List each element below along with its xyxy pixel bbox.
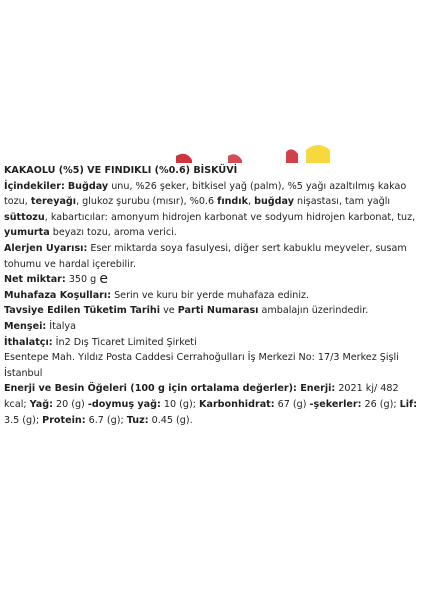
sugars-value: 26 (g); [361, 398, 400, 410]
ingredients-text: unu, %26 şeker, bitkisel yağ (palm), %5 yağı azaltılmış kakao tozu, [4, 180, 407, 208]
allergen-word-tereyagi: tereyağı [30, 196, 77, 208]
origin-heading: Menşei: [4, 320, 47, 332]
ingredients-text: , kabartıcılar: amonyum hidrojen karbonat ve sodyum hidrojen karbonat, tuz, [44, 211, 416, 223]
fiber-label: Lif: [399, 398, 418, 410]
salt-label: Tuz: [126, 414, 149, 426]
package-artwork-remnant [0, 0, 424, 163]
nutrition-facts [4, 381, 422, 428]
allergen-word-bugday-2: buğday [254, 196, 294, 208]
allergen-word-findik: fındık [217, 196, 248, 208]
expiry-text-end: ambalajın üzerindedir. [258, 305, 369, 317]
saturated-fat-value: 10 (g); [160, 398, 200, 410]
energy-label: Enerji: [296, 383, 336, 395]
origin-value: İtalya [46, 320, 76, 332]
batch-heading: Parti Numarası [177, 305, 259, 317]
ingredients-text: beyazı tozu, aroma verici. [49, 227, 177, 239]
importer-value: İn2 Dış Ticaret Limited Şirketi [52, 336, 197, 348]
protein-label: Protein: [42, 414, 86, 426]
ingredients-text: nişastası, tam yağlı [293, 196, 391, 208]
allergen-heading: Alerjen Uyarısı: [4, 242, 88, 254]
product-title: KAKAOLU (%5) VE FINDIKLI (%0.6) BİSKÜVİ [4, 165, 238, 176]
net-quantity-value: 350 g [65, 274, 100, 286]
energy-value: 2021 kj/ 482 kcal; [4, 383, 399, 410]
storage-heading: Muhafaza Koşulları: [4, 289, 112, 301]
net-quantity-heading: Net miktar: [4, 274, 66, 286]
storage-text: Serin ve kuru bir yerde muhafaza ediniz. [111, 289, 310, 301]
fat-label: Yağ: [29, 398, 53, 410]
salt-value: 0.45 (g). [148, 414, 193, 426]
fat-value: 20 (g) [52, 398, 88, 410]
importer [4, 335, 422, 351]
ingredients-text: , [247, 196, 255, 208]
expiry-text: ve [160, 305, 178, 317]
ingredients-text: , glukoz şurubu (mısır), %0.6 [76, 196, 218, 208]
artwork-yellow-shape [306, 145, 330, 163]
artwork-fragment-image [0, 0, 424, 163]
ingredients-paragraph [4, 179, 422, 241]
allergen-word-suttozu: süttozu [4, 211, 45, 223]
allergen-word-bugday: Buğday [67, 180, 109, 192]
allergen-word-yumurta: yumurta [4, 227, 50, 239]
protein-value: 6.7 (g); [85, 414, 127, 426]
sugars-label: -şekerler: [309, 398, 362, 410]
carbohydrate-label: Karbonhidrat: [199, 398, 275, 410]
storage-conditions [4, 288, 422, 304]
net-quantity [4, 272, 422, 288]
allergen-text: Eser miktarda soya fasulyesi, diğer sert kabuklu meyveler, susam tohumu ve hardal içerebilir. [4, 242, 407, 270]
allergen-warning [4, 241, 422, 272]
product-label-text [4, 163, 422, 428]
nutrition-heading: Enerji ve Besin Öğeleri (100 g için ortalama değerler): [4, 383, 297, 395]
saturated-fat-label: -doymuş yağ: [87, 398, 161, 410]
importer-heading: İthalatçı: [4, 336, 53, 348]
ingredients-heading: İçindekiler: [4, 180, 65, 192]
estimated-sign-icon: e [99, 271, 108, 288]
carbohydrate-value: 67 (g) [274, 398, 310, 410]
expiry-note [4, 303, 422, 319]
fiber-value: 3.5 (g); [4, 414, 43, 426]
importer-address: Esentepe Mah. Yıldız Posta Caddesi Cerrahoğulları İş Merkezi No: 17/3 Merkez Şişli İstanbul [4, 352, 399, 379]
expiry-heading: Tavsiye Edilen Tüketim Tarihi [4, 305, 161, 317]
origin [4, 319, 422, 335]
